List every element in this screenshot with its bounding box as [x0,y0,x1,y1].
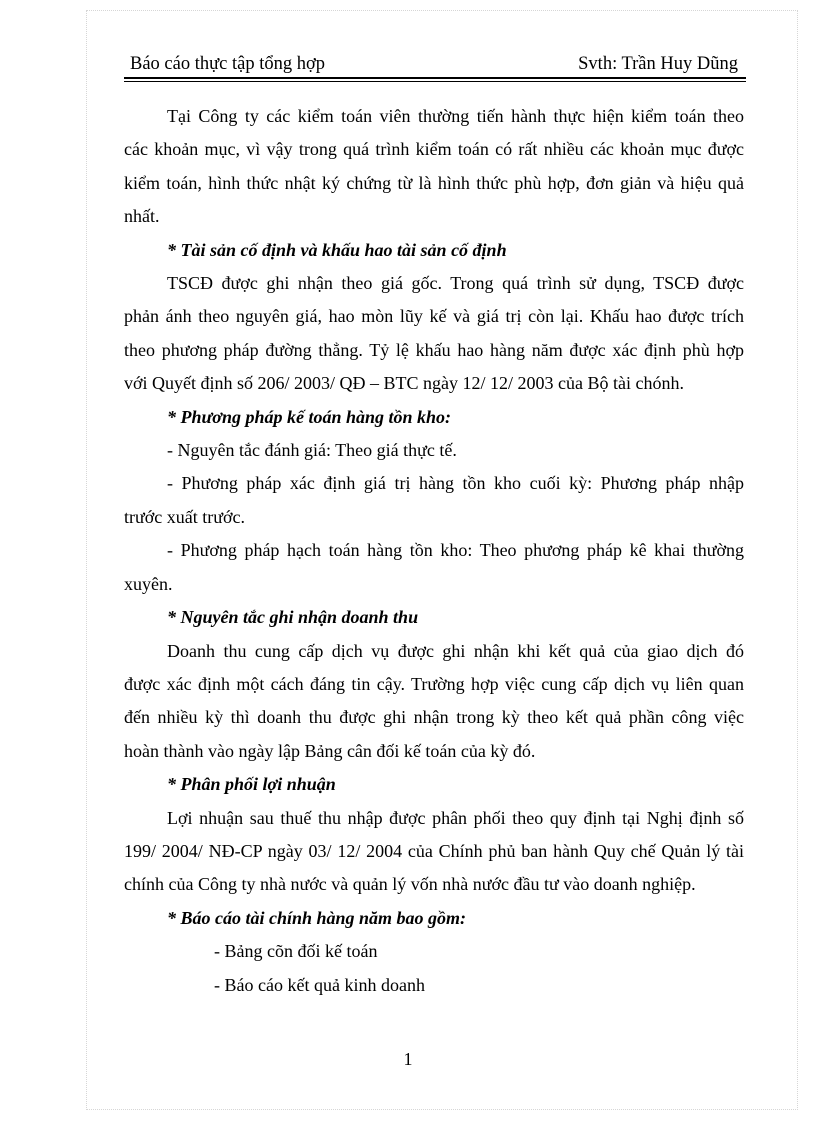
fixed-assets-line-2: phản ánh theo nguyên giá, hao mòn lũy kế và giá trị còn lại. Khấu hao được trích [124,306,744,327]
page-number: 1 [403,1049,413,1069]
header-rule-thick [124,77,746,79]
inventory-item-3: - Phương pháp hạch toán hàng tồn kho: Theo phương pháp kê khai thường [167,540,744,561]
fixed-assets-heading: * Tài sản cố định và khấu hao tài sản cố định [167,239,507,260]
revenue-line-4: hoàn thành vào ngày lập Bảng cân đối kế toán của kỳ đó. [124,740,536,761]
reports-item-2: - Báo cáo kết quả kinh doanh [214,974,425,995]
intro-line-2: các khoản mục, vì vậy trong quá trình kiểm toán có rất nhiều các khoản mục được [124,139,744,160]
fixed-assets-line-4: với Quyết định số 206/ 2003/ QĐ – BTC ngày 12/ 12/ 2003 của Bộ tài chónh. [124,373,684,394]
revenue-line-2: được xác định một cách đáng tin cậy. Trường hợp việc cung cấp dịch vụ liên quan [124,673,744,694]
revenue-line-3: đến nhiều kỳ thì doanh thu được ghi nhận trong kỳ theo kết quả phần công việc [124,707,744,728]
fixed-assets-line-3: theo phương pháp đường thẳng. Tỷ lệ khấu hao hàng năm được xác định phù hợp [124,339,744,360]
page-header [124,52,746,82]
inventory-item-2: - Phương pháp xác định giá trị hàng tồn kho cuối kỳ: Phương pháp nhập [167,473,744,494]
fixed-assets-line-1: TSCĐ được ghi nhận theo giá gốc. Trong quá trình sử dụng, TSCĐ được [167,273,744,294]
intro-line-3: kiểm toán, hình thức nhật ký chứng từ là hình thức phù hợp, đơn giản và hiệu quả [124,172,744,193]
profit-line-3: chính của Công ty nhà nước và quản lý vốn nhà nước đầu tư vào doanh nghiệp. [124,874,696,895]
inventory-item-2-cont: trước xuất trước. [124,506,246,527]
profit-heading: * Phân phối lợi nhuận [167,774,336,795]
inventory-item-1: - Nguyên tắc đánh giá: Theo giá thực tế. [167,440,457,461]
profit-line-1: Lợi nhuận sau thuế thu nhập được phân phối theo quy định tại Nghị định số [167,807,744,828]
intro-line-1: Tại Công ty các kiểm toán viên thường tiến hành thực hiện kiểm toán theo [167,106,744,126]
header-rule-thin [124,81,746,82]
revenue-line-1: Doanh thu cung cấp dịch vụ được ghi nhận khi kết quả của giao dịch đó [167,640,744,661]
reports-heading: * Báo cáo tài chính hàng năm bao gồm: [167,907,467,928]
profit-line-2: 199/ 2004/ NĐ-CP ngày 03/ 12/ 2004 của Chính phủ ban hành Quy chế Quản lý tài [124,840,744,861]
intro-line-4: nhất. [124,206,160,227]
reports-item-1: - Bảng cõn đối kế toán [214,941,378,962]
header-title: Báo cáo thực tập tổng hợp [130,54,325,74]
revenue-heading: * Nguyên tắc ghi nhận doanh thu [167,607,419,628]
header-author: Svth: Trần Huy Dũng [578,54,738,74]
inventory-heading: * Phương pháp kế toán hàng tồn kho: [167,406,452,427]
inventory-item-3-cont: xuyên. [124,573,173,594]
page-body [124,100,744,1002]
